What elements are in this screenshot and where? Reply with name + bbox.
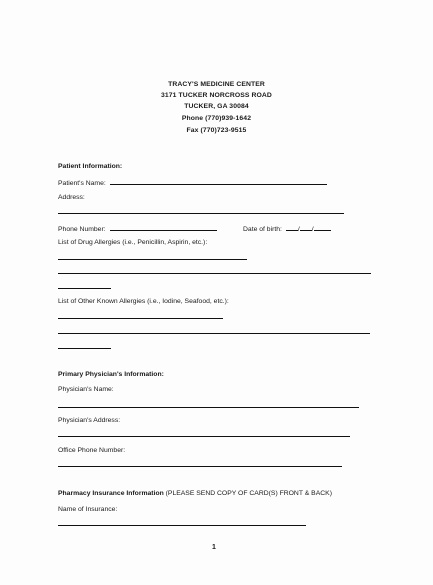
patient-section-title: Patient Information: xyxy=(58,163,123,170)
insurance-name-field[interactable] xyxy=(58,525,306,526)
patient-phone-label: Phone Number: xyxy=(58,226,106,233)
drug-allergies-line-1[interactable] xyxy=(58,259,247,260)
patient-phone-field[interactable] xyxy=(110,223,217,231)
page-number: 1 xyxy=(212,544,216,551)
patient-phone-row xyxy=(58,223,217,234)
pharmacy-section-title: Pharmacy Insurance Information xyxy=(58,490,164,497)
other-allergies-label: List of Other Known Allergies (i.e., Iodine, Seafood, etc.): xyxy=(58,298,229,305)
office-phone-label: Office Phone Number: xyxy=(58,447,126,454)
physician-name-field[interactable] xyxy=(58,407,359,408)
patient-address-label: Address: xyxy=(58,194,85,201)
center-address-line2: TUCKER, GA 30084 xyxy=(184,103,249,110)
drug-allergies-line-3[interactable] xyxy=(58,288,111,289)
physician-address-field[interactable] xyxy=(58,436,350,437)
center-phone: Phone (770)939-1642 xyxy=(181,115,252,122)
patient-name-label: Patient's Name: xyxy=(58,180,106,187)
patient-name-field[interactable] xyxy=(110,177,327,185)
dob-month-field[interactable] xyxy=(286,223,298,231)
physician-section-title: Primary Physician's Information: xyxy=(58,371,164,378)
center-fax: Fax (770)723-9515 xyxy=(186,127,247,134)
center-name: TRACY'S MEDICINE CENTER xyxy=(168,81,265,88)
physician-address-label: Physician's Address: xyxy=(58,417,121,424)
drug-allergies-line-2[interactable] xyxy=(58,273,371,274)
patient-name-row xyxy=(58,177,327,188)
other-allergies-line-3[interactable] xyxy=(58,348,111,349)
office-phone-field[interactable] xyxy=(58,466,342,467)
dob-year-field[interactable] xyxy=(314,223,331,231)
other-allergies-line-1[interactable] xyxy=(58,318,223,319)
dob-label: Date of birth: xyxy=(243,226,282,233)
drug-allergies-label: List of Drug Allergies (i.e., Penicillin, Aspirin, etc.): xyxy=(58,239,208,246)
pharmacy-title-row xyxy=(58,489,332,498)
dob-row: Date of birth: / / xyxy=(243,223,331,234)
physician-name-label: Physician's Name: xyxy=(58,386,114,393)
insurance-name-label: Name of Insurance: xyxy=(58,506,118,513)
other-allergies-line-2[interactable] xyxy=(58,333,370,334)
center-address-line1: 3171 TUCKER NORCROSS ROAD xyxy=(161,92,272,99)
dob-day-field[interactable] xyxy=(300,223,312,231)
patient-address-field[interactable] xyxy=(58,213,344,214)
pharmacy-note: (PLEASE SEND COPY OF CARD(S) FRONT & BACK) xyxy=(165,490,332,497)
